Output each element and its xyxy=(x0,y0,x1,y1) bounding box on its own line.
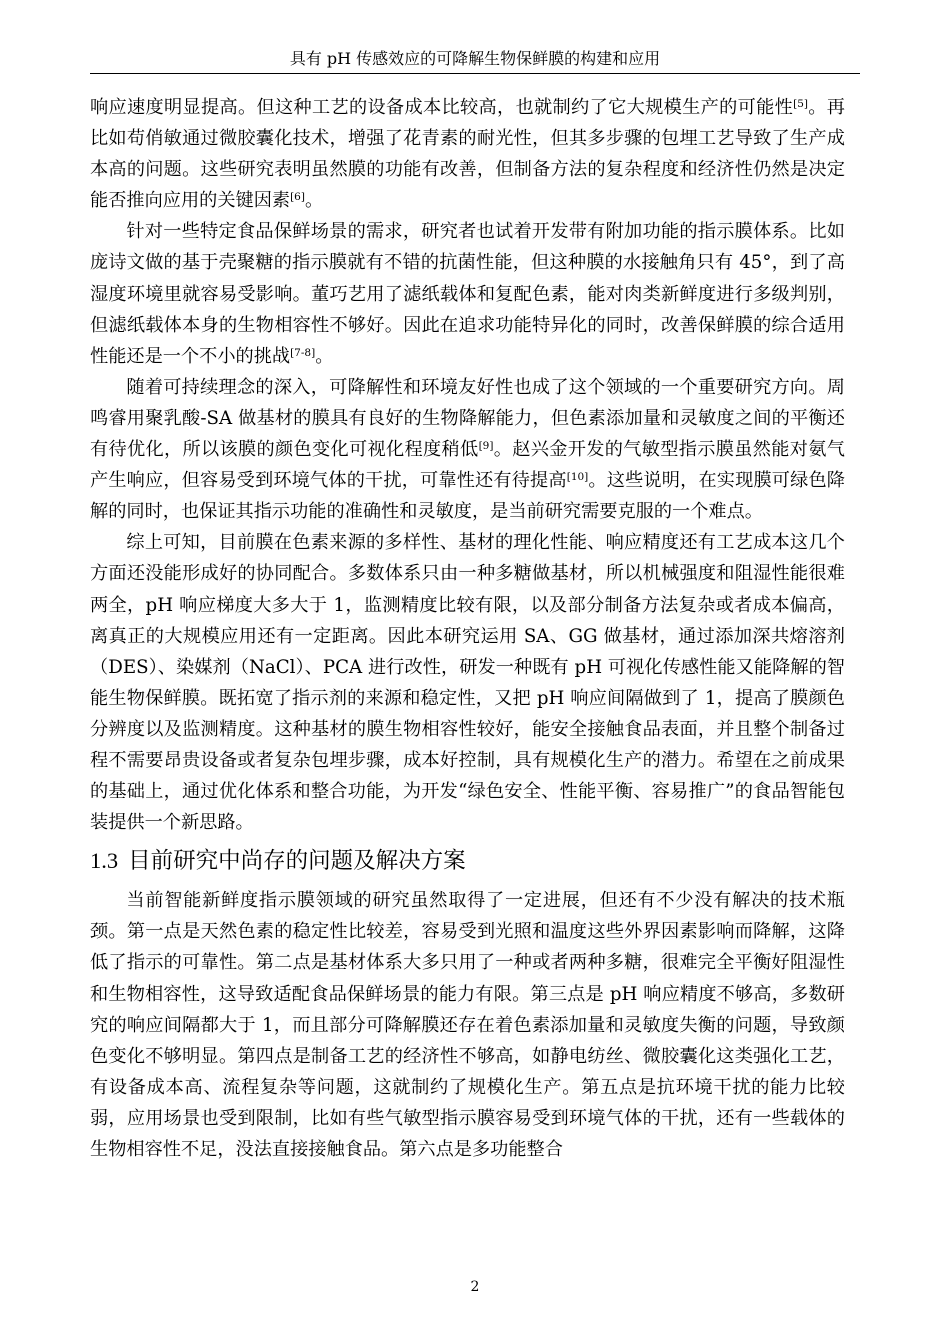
header-rule xyxy=(90,73,860,74)
section-heading xyxy=(90,843,845,879)
section-number: 1.3 xyxy=(90,848,119,874)
page-number: 2 xyxy=(470,1279,480,1295)
citation-ref: [9] xyxy=(478,440,494,453)
citation-ref: [6] xyxy=(290,191,305,204)
citation-ref: [7-8] xyxy=(290,346,316,359)
paragraph: 综上可知，目前膜在色素来源的多样性、基材的理化性能、响应精度还有工艺成本这几个方面还没能形成好的协同配合。多数体系只由一种多糖做基材，所以机械强度和阻湿性能很难两全，pH 响应梯度大多大于 1，监测精度比较有限，以及部分制备方法复杂或者成本偏高，离真正的大规模应用还有一定距离。因此本研究运用 SA、GG 做基材，通过添加深共熔溶剂（DES）、染媒剂（NaCl）、PCA 进行改性，研发一种既有 pH 可视化传感性能又能降解的智能生物保鲜膜。既拓宽了指示剂的来源和稳定性，又把 pH 响应间隔做到了 1，提高了膜颜色分辨度以及监测精度。这种基材的膜生物相容性较好，能安全接触食品表面，并且整个制备过程不需要昂贵设备或者复杂包埋步骤，成本好控制，具有规模化生产的潜力。希望在之前成果的基础上，通过优化体系和整合功能，为开发“绿色安全、性能平衡、容易推广”的食品智能包装提供一个新思路。 xyxy=(90,532,845,834)
paragraph: 随着可持续理念的深入，可降解性和环境友好性也成了这个领域的一个重要研究方向。周鸣睿用聚乳酸-SA 做基材的膜具有良好的生物降解能力，但色素添加量和灵敏度之间的平衡还有待优化，所以该膜的颜色变化可视化程度稍低[9]。赵兴金开发的气敏型指示膜虽然能对氨气产生响应，但容易受到环境气体的干扰，可靠性还有待提高[10]。这些说明，在实现膜可绿色降解的同时，也保证其指示功能的准确性和灵敏度，是当前研究需要克服的一个难点。 xyxy=(90,376,845,523)
citation-ref: [10] xyxy=(566,471,589,484)
body-text xyxy=(90,92,845,1165)
section-title: 目前研究中尚存的问题及解决方案 xyxy=(128,848,466,875)
running-header: 具有 pH 传感效应的可降解生物保鲜膜的构建和应用 xyxy=(289,49,661,68)
citation-ref: [5] xyxy=(793,98,808,110)
paragraph: 针对一些特定食品保鲜场景的需求，研究者也试着开发带有附加功能的指示膜体系。比如庞诗文做的基于壳聚糖的指示膜就有不错的抗菌性能，但这种膜的水接触角只有 45°，到了高湿度环境里就容易受影响。董巧艺用了滤纸载体和复配色素，能对肉类新鲜度进行多级判别，但滤纸载体本身的生物相容性不够好。因此在追求功能特异化的同时，改善保鲜膜的综合适用性能还是一个不小的挑战[7-8]。 xyxy=(90,221,845,367)
paragraph: 响应速度明显提高。但这种工艺的设备成本比较高，也就制约了它大规模生产的可能性[5]。再比如苟俏敏通过微胶囊化技术，增强了花青素的耐光性，但其多步骤的包埋工艺导致了生产成本高的问题。这些研究表明虽然膜的功能有改善，但制备方法的复杂程度和经济性仍然是决定能否推向应用的关键因素[6]。 xyxy=(90,97,845,212)
paragraph: 当前智能新鲜度指示膜领域的研究虽然取得了一定进展，但还有不少没有解决的技术瓶颈。第一点是天然色素的稳定性比较差，容易受到光照和温度这些外界因素影响而降解，这降低了指示的可靠性。第二点是基材体系大多只用了一种或者两种多糖，很难完全平衡好阻湿性和生物相容性，这导致适配食品保鲜场景的能力有限。第三点是 pH 响应精度不够高，多数研究的响应间隔都大于 1，而且部分可降解膜还存在着色素添加量和灵敏度失衡的问题，导致颜色变化不够明显。第四点是制备工艺的经济性不够高，如静电纺丝、微胶囊化这类强化工艺，有设备成本高、流程复杂等问题，这就制约了规模化生产。第五点是抗环境干扰的能力比较弱，应用场景也受到限制，比如有些气敏型指示膜容易受到环境气体的干扰，还有一些载体的生物相容性不足，没法直接接触食品。第六点是多功能整合 xyxy=(90,890,845,1160)
